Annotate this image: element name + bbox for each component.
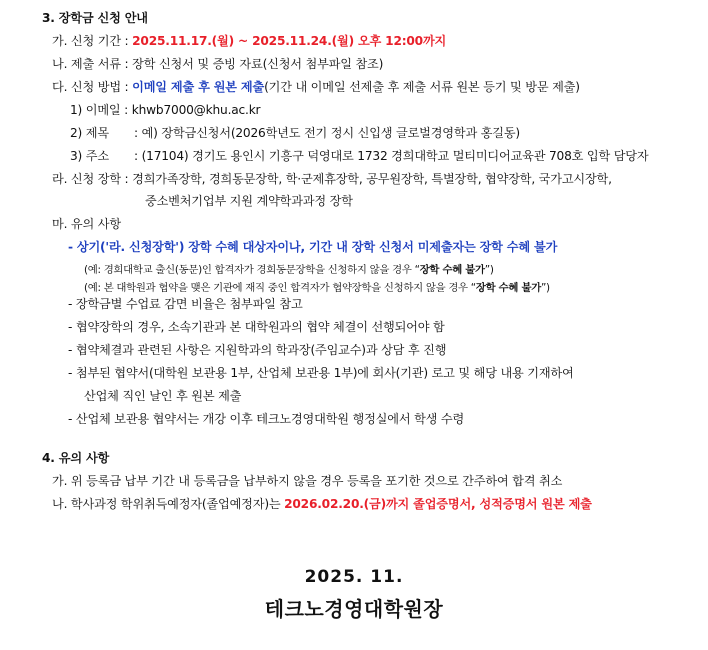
example-1-text: (예: 경희대학교 출신(동문)인 합격자가 경희동문장학을 신청하지 않을 경우 “: [84, 264, 420, 276]
section3-heading: 3. 장학금 신청 안내: [42, 11, 148, 25]
footer-organization: 테크노경영대학원장: [264, 597, 444, 621]
address-value: : (17104) 경기도 용인시 기흥구 덕영대로 1732 경희대학교 멀티미디어교육관 708호 입학 담당자: [134, 149, 649, 163]
subject-label: 2) 제목: [70, 126, 109, 140]
example-1: [84, 262, 494, 278]
example-2-bold: 장학 수혜 불가: [475, 282, 541, 294]
submit-documents: 나. 제출 서류 : 장학 신청서 및 증빙 자료(신청서 첨부파일 참조): [52, 57, 384, 71]
email-label: 1) 이메일 :: [70, 103, 129, 117]
graduation-deadline: 2026.02.20.(금)까지 졸업증명서, 성적증명서 원본 제출: [284, 497, 592, 511]
apply-method-highlight: 이메일 제출 후 원본 제출: [132, 80, 265, 94]
scholarship-types-value: 경희가족장학, 경희동문장학, 학·군제휴장학, 공무원장학, 특별장학, 협약장학, 국가고시장학,: [132, 172, 612, 186]
section4-item-na-text: 나. 학사과정 학위취득예정자(졸업예정자)는: [52, 497, 285, 511]
apply-period-label: 가. 신청 기간 :: [52, 34, 129, 48]
apply-method-detail: (기간 내 이메일 선제출 후 제출 서류 원본 등기 및 방문 제출): [264, 80, 580, 94]
apply-period: [52, 33, 446, 49]
note-bullet-3: - 협약체결과 관련된 사항은 지원학과의 학과장(주임교수)과 상담 후 진행: [68, 343, 447, 357]
note-bullet-2: - 협약장학의 경우, 소속기관과 본 대학원과의 협약 체결이 선행되어야 함: [68, 320, 445, 334]
note-bullet-5: - 산업체 보관용 협약서는 개강 이후 테크노경영대학원 행정실에서 학생 수령: [68, 412, 465, 426]
warning-main: - 상기('라. 신청장학') 장학 수혜 대상자이나, 기간 내 장학 신청서 미제출자는 장학 수혜 불가: [68, 240, 558, 254]
scholarship-types-cont: 중소벤처기업부 지원 계약학과과정 장학: [145, 194, 353, 208]
address-row: [70, 148, 648, 164]
section4-item-na: [52, 496, 592, 512]
subject-row: [70, 125, 520, 141]
note-bullet-4-cont: 산업체 직인 날인 후 원본 제출: [84, 389, 242, 403]
scholarship-types: [52, 171, 612, 187]
footer-date: 2025. 11.: [304, 567, 404, 587]
note-bullet-4: - 첨부된 협약서(대학원 보관용 1부, 산업체 보관용 1부)에 회사(기관) 로고 및 해당 내용 기재하여: [68, 366, 574, 380]
apply-method-label: 다. 신청 방법 :: [52, 80, 129, 94]
notes-heading: 마. 유의 사항: [52, 217, 121, 231]
subject-value: : 예) 장학금신청서(2026학년도 전기 정시 신입생 글로벌경영학과 홍길동): [134, 126, 520, 140]
example-1-end: ”): [484, 264, 494, 276]
address-label: 3) 주소: [70, 149, 109, 163]
note-bullet-1: - 장학금별 수업료 감면 비율은 첨부파일 참고: [68, 297, 303, 311]
apply-method: [52, 79, 580, 95]
section4-item-ga: 가. 위 등록금 납부 기간 내 등록금을 납부하지 않을 경우 등록을 포기한 것으로 간주하여 합격 취소: [52, 474, 563, 488]
section4-heading: 4. 유의 사항: [42, 451, 110, 465]
example-2-end: ”): [540, 282, 550, 294]
example-2: [84, 280, 550, 296]
example-2-text: (예: 본 대학원과 협약을 맺은 기관에 재직 중인 합격자가 협약장학을 신청하지 않을 경우 “: [84, 282, 476, 294]
scholarship-types-label: 라. 신청 장학 :: [52, 172, 129, 186]
apply-period-value: 2025.11.17.(월) ~ 2025.11.24.(월) 오후 12:00까지: [132, 34, 447, 48]
example-1-bold: 장학 수혜 불가: [419, 264, 485, 276]
email-row: [70, 102, 260, 118]
email-value: khwb7000@khu.ac.kr: [131, 103, 261, 117]
